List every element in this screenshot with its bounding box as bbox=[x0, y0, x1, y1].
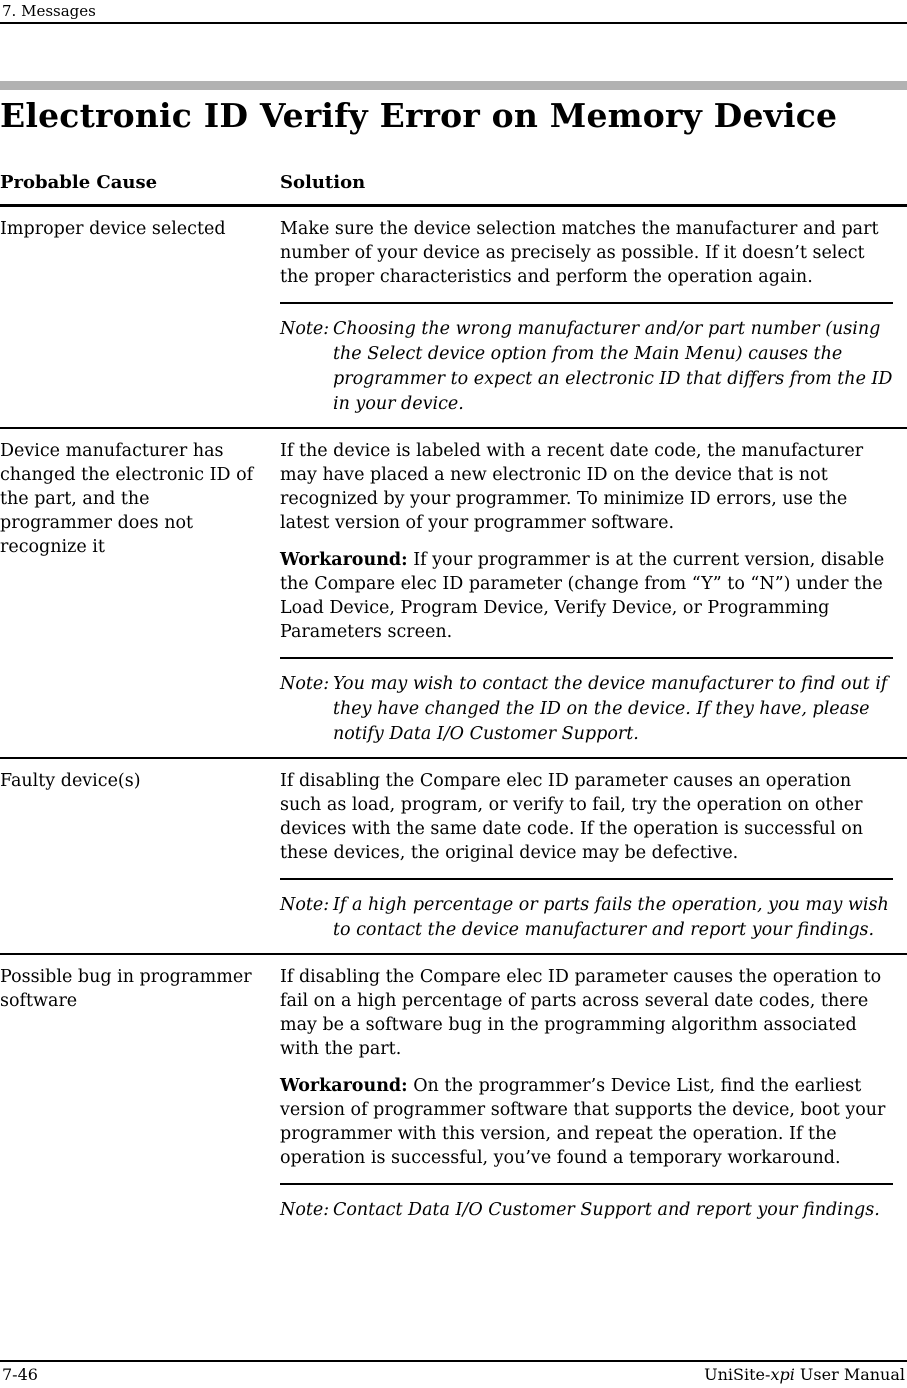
cause-cell: Improper device selected bbox=[0, 219, 226, 239]
workaround-text: If your programmer is at the current version, disable the Compare elec ID parameter (change from “Y” to “N”) under the Load Device, Program Device, Verify Device, or Programming Parameters screen. bbox=[280, 550, 885, 642]
cause-cell: Faulty device(s) bbox=[0, 771, 141, 791]
note-text: Contact Data I/O Customer Support and report your findings. bbox=[333, 1200, 880, 1220]
section-accent-bar bbox=[0, 81, 907, 90]
workaround-text: On the programmer’s Device List, find the earliest version of programmer software that supports the device, boot your programmer with this version, and repeat the operation. If the operation is successful, you’ve found a temporary workaround. bbox=[280, 1076, 886, 1168]
table-row bbox=[0, 204, 907, 427]
cause-cell: Possible bug in programmer software bbox=[0, 967, 252, 1011]
table-row bbox=[0, 427, 907, 757]
solution-cell bbox=[280, 439, 907, 747]
running-head bbox=[0, 0, 907, 24]
note-label: Note: bbox=[280, 319, 330, 339]
solution-paragraph: Make sure the device selection matches the manufacturer and part number of your device as precisely as possible. If it doesn’t select the proper characteristics and perform the operation again. bbox=[280, 219, 879, 287]
note-label: Note: bbox=[280, 674, 330, 694]
note-text: If a high percentage or parts fails the operation, you may wish to contact the device manufacturer and report your findings. bbox=[333, 895, 889, 940]
manual-title-pre: UniSite- bbox=[704, 1365, 771, 1384]
solution-cell bbox=[280, 769, 907, 943]
note-block bbox=[280, 1183, 893, 1223]
note bbox=[280, 1198, 893, 1223]
note-block bbox=[280, 302, 893, 417]
manual-title-italic: xpi bbox=[770, 1365, 795, 1384]
note-block bbox=[280, 657, 893, 747]
page-number: 7-46 bbox=[2, 1365, 38, 1384]
workaround-paragraph bbox=[280, 1074, 893, 1170]
cause-cell: Device manufacturer has changed the electronic ID of the part, and the programmer does not recognize it bbox=[0, 441, 254, 557]
table-row bbox=[0, 757, 907, 953]
manual-title bbox=[704, 1364, 905, 1386]
note-block bbox=[280, 878, 893, 943]
workaround-label: Workaround: bbox=[280, 550, 408, 570]
table-row bbox=[0, 953, 907, 1233]
note bbox=[280, 893, 893, 943]
solution-cell bbox=[280, 217, 907, 417]
table-header-row bbox=[0, 163, 907, 204]
note bbox=[280, 672, 893, 747]
solution-paragraph: If disabling the Compare elec ID parameter causes an operation such as load, program, or verify to fail, try the operation on other devices with the same date code. If the operation is successful on these devices, the original device may be defective. bbox=[280, 771, 864, 863]
page-title: Electronic ID Verify Error on Memory Device bbox=[0, 96, 838, 135]
page-footer bbox=[0, 1360, 907, 1386]
cause-solution-table bbox=[0, 163, 907, 1233]
workaround-paragraph bbox=[280, 548, 893, 644]
note bbox=[280, 317, 893, 417]
note-label: Note: bbox=[280, 895, 330, 915]
note-text: Choosing the wrong manufacturer and/or part number (using the Select device option from the Main Menu) causes the programmer to expect an electronic ID that differs from the ID in your device. bbox=[333, 319, 893, 414]
solution-paragraph: If the device is labeled with a recent date code, the manufacturer may have placed a new electronic ID on the device that is not recognized by your programmer. To minimize ID errors, use the latest version of your programmer software. bbox=[280, 441, 864, 533]
note-text: You may wish to contact the device manufacturer to find out if they have changed the ID on the device. If they have, please notify Data I/O Customer Support. bbox=[333, 674, 888, 744]
running-head-text: 7. Messages bbox=[2, 2, 96, 20]
manual-title-post: User Manual bbox=[794, 1365, 905, 1384]
note-label: Note: bbox=[280, 1200, 330, 1220]
column-header-cause: Probable Cause bbox=[0, 172, 158, 193]
workaround-label: Workaround: bbox=[280, 1076, 408, 1096]
column-header-solution: Solution bbox=[280, 172, 366, 193]
solution-cell bbox=[280, 965, 907, 1223]
solution-paragraph: If disabling the Compare elec ID parameter causes the operation to fail on a high percentage of parts across several date codes, there may be a software bug in the programming algorithm associated with the part. bbox=[280, 967, 882, 1059]
